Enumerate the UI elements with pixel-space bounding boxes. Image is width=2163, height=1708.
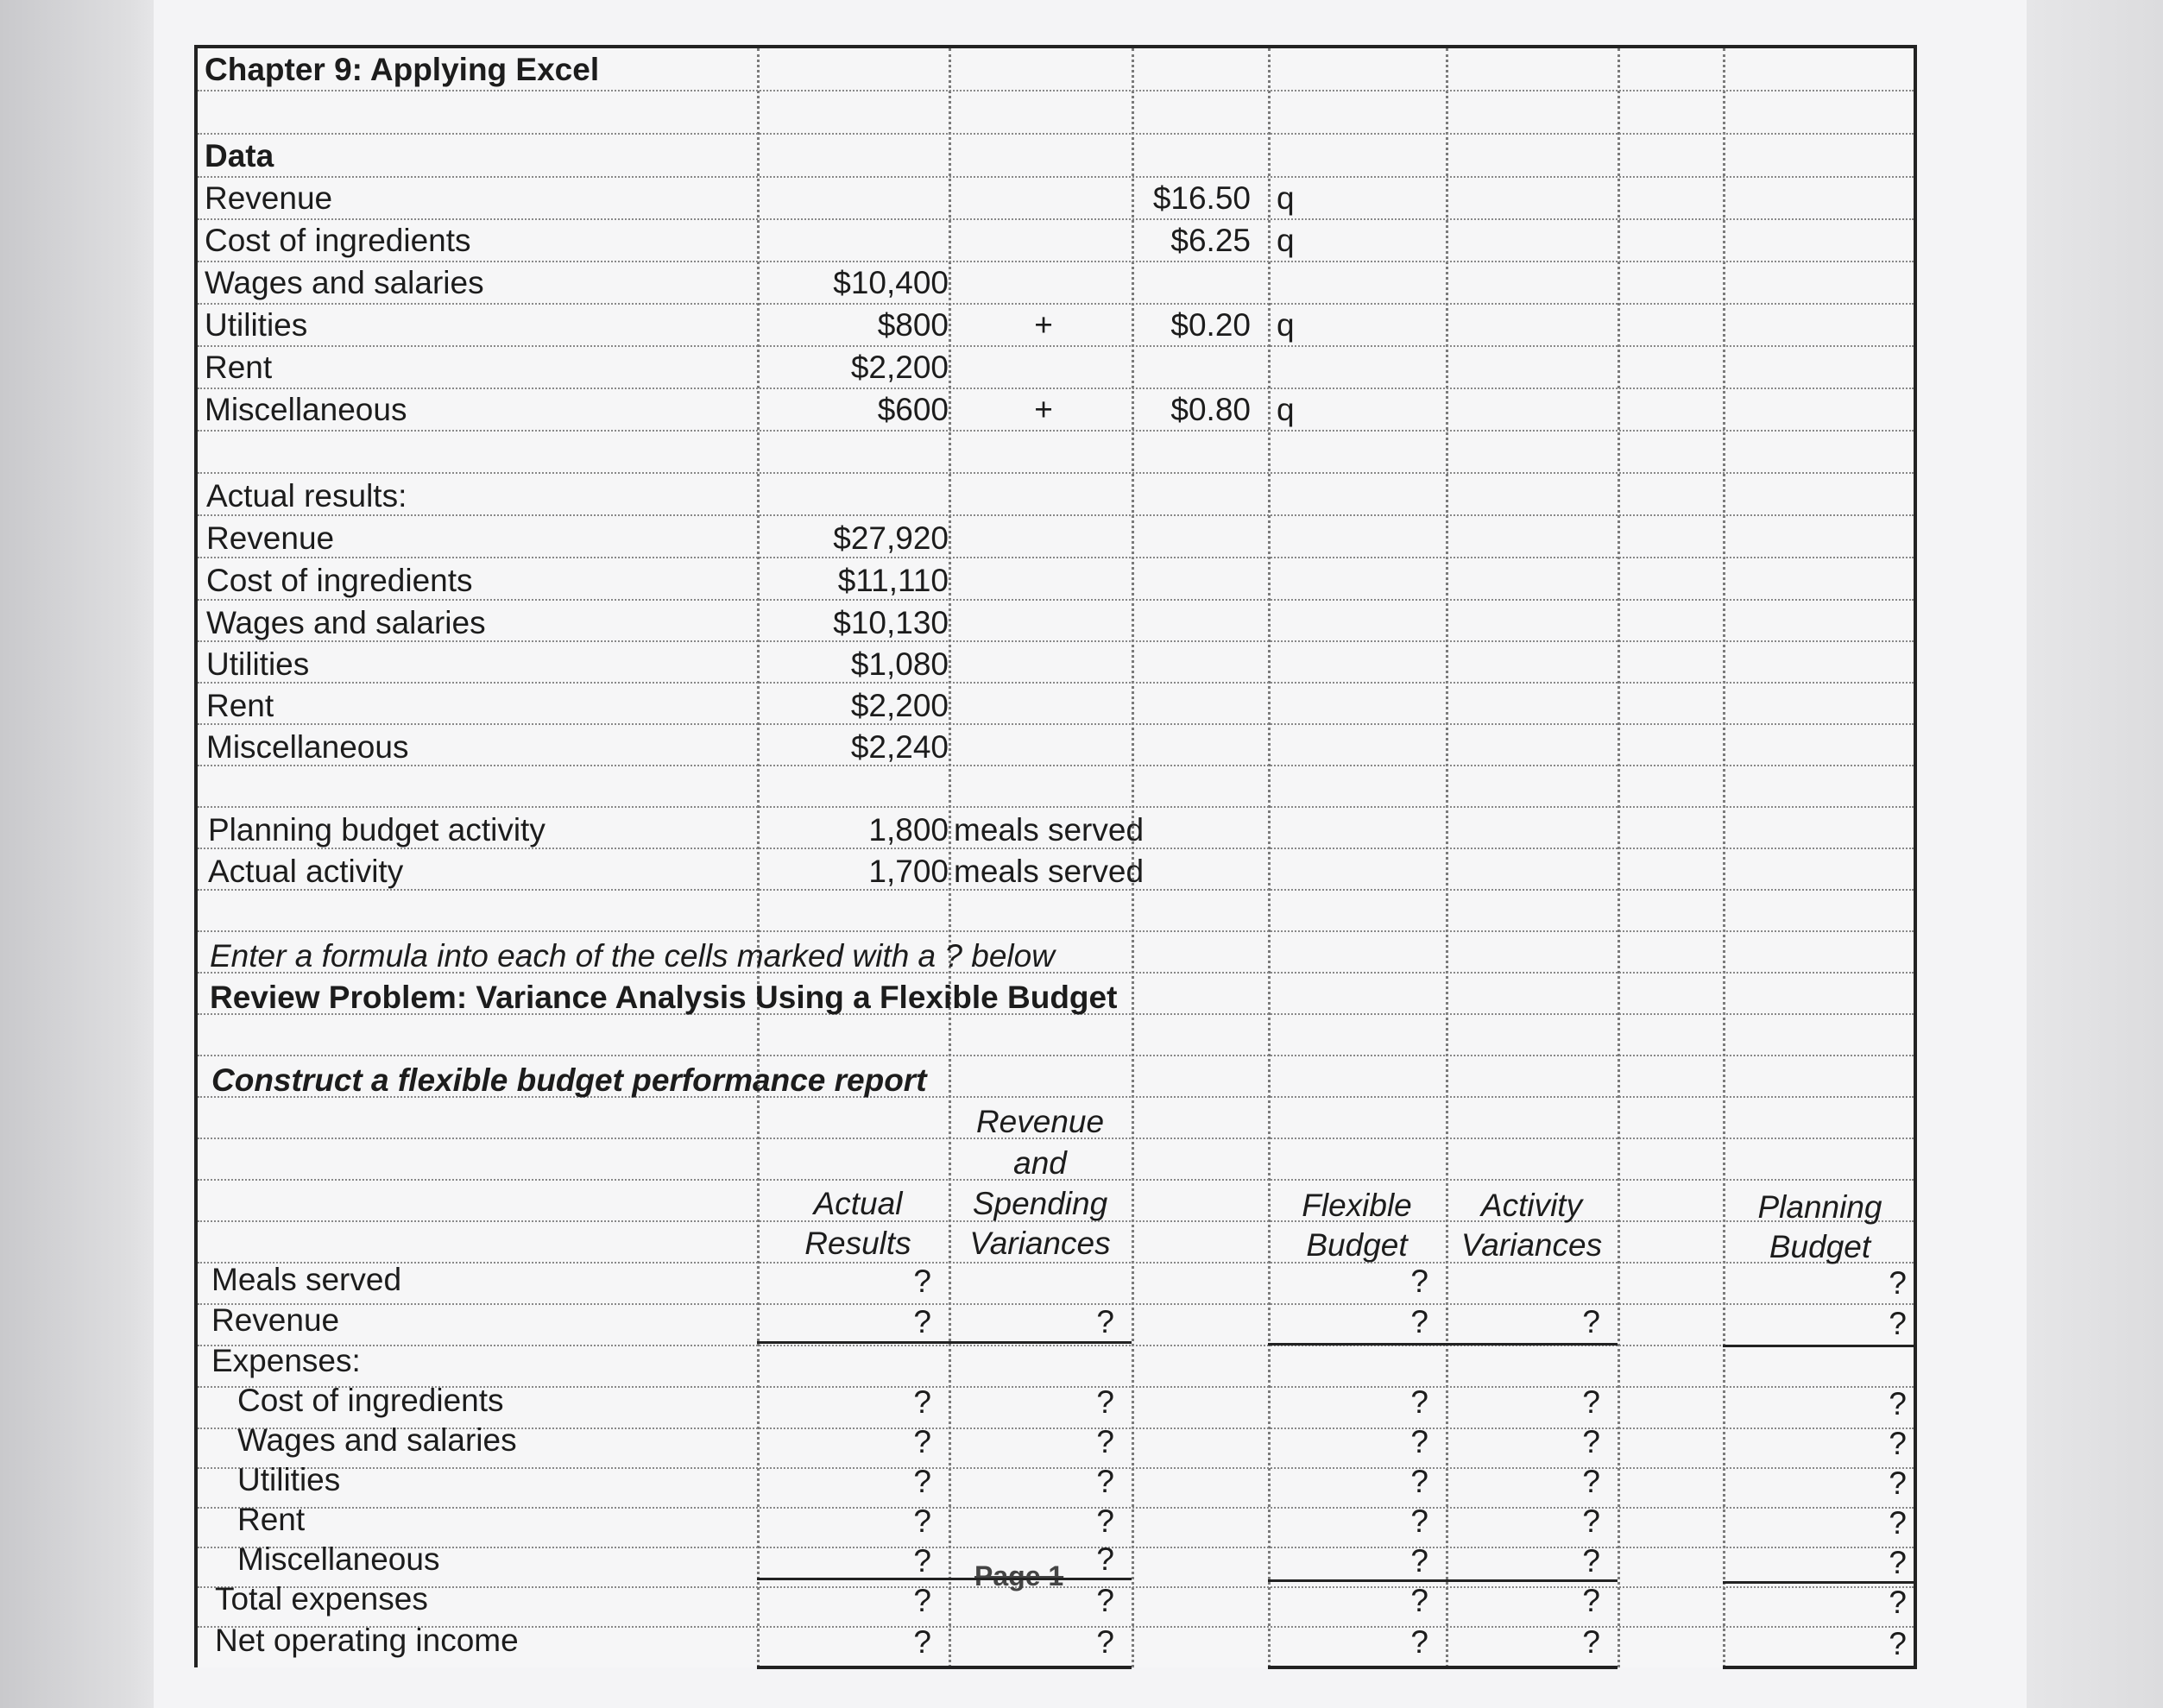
- instruction-text: Enter a formula into each of the cells marked with a ? below: [210, 938, 1055, 974]
- report-cell-plan[interactable]: ?: [1889, 1265, 1907, 1301]
- data-unit: q: [1277, 307, 1295, 343]
- header-actual-1: Actual: [813, 1186, 903, 1221]
- report-row-label: Rent: [237, 1502, 306, 1537]
- report-cell-actual[interactable]: ?: [913, 1624, 931, 1660]
- report-cell-flex[interactable]: ?: [1410, 1304, 1428, 1339]
- data-row-label: Revenue: [205, 180, 333, 216]
- column-divider: [1723, 48, 1725, 1667]
- report-cell-plan[interactable]: ?: [1889, 1465, 1907, 1501]
- report-subtitle: Construct a flexible budget performance report: [211, 1062, 927, 1098]
- header-flex-1: Flexible: [1302, 1188, 1412, 1223]
- data-heading: Data: [205, 138, 274, 173]
- column-divider: [1268, 48, 1271, 1667]
- report-cell-rsv[interactable]: ?: [1096, 1624, 1114, 1660]
- report-cell-rsv[interactable]: ?: [1096, 1583, 1114, 1618]
- actual-activity-unit: meals served: [954, 854, 1145, 889]
- report-cell-flex[interactable]: ?: [1410, 1264, 1428, 1299]
- header-plan-2: Budget: [1769, 1229, 1871, 1264]
- report-row-label: Total expenses: [215, 1581, 428, 1617]
- page-label: Page 1: [974, 1560, 1064, 1591]
- header-rsv-3: Spending: [972, 1186, 1108, 1221]
- report-cell-actual[interactable]: ?: [913, 1583, 931, 1618]
- header-rsv-1: Revenue: [975, 1104, 1105, 1139]
- actual-value: $2,240: [850, 729, 949, 765]
- report-cell-actual[interactable]: ?: [913, 1464, 931, 1499]
- header-rsv-2: and: [1013, 1145, 1067, 1181]
- report-row-label: Net operating income: [215, 1623, 519, 1658]
- report-cell-rsv[interactable]: ?: [1096, 1541, 1114, 1577]
- data-rate: $0.20: [1170, 307, 1251, 343]
- data-fixed: $800: [877, 307, 949, 343]
- header-flex-2: Budget: [1306, 1227, 1408, 1263]
- planning-activity-value: 1,800: [868, 812, 949, 848]
- report-cell-flex[interactable]: ?: [1410, 1384, 1428, 1420]
- header-plan-1: Planning: [1757, 1189, 1882, 1225]
- report-row-label: Utilities: [237, 1462, 341, 1497]
- report-cell-actual[interactable]: ?: [913, 1264, 931, 1299]
- report-row-label: Revenue: [211, 1302, 340, 1338]
- report-cell-actvar[interactable]: ?: [1582, 1624, 1600, 1660]
- actual-row-label: Miscellaneous: [206, 729, 409, 765]
- data-row-label: Rent: [205, 350, 273, 385]
- report-row-label: Wages and salaries: [237, 1422, 517, 1458]
- report-cell-actvar[interactable]: ?: [1582, 1583, 1600, 1618]
- report-cell-actual[interactable]: ?: [913, 1543, 931, 1579]
- review-title: Review Problem: Variance Analysis Using a Flexible Budget: [210, 980, 1118, 1015]
- column-divider: [949, 48, 951, 1667]
- actual-heading: Actual results:: [206, 478, 407, 514]
- report-cell-plan[interactable]: ?: [1889, 1386, 1907, 1421]
- actual-row-label: Revenue: [206, 520, 335, 556]
- actual-value: $1,080: [850, 646, 949, 682]
- report-row-label: Meals served: [211, 1262, 402, 1297]
- planning-activity-unit: meals served: [954, 812, 1145, 848]
- report-cell-rsv[interactable]: ?: [1096, 1384, 1114, 1420]
- sheet-title: Chapter 9: Applying Excel: [205, 52, 600, 87]
- data-fixed: $2,200: [850, 350, 949, 385]
- data-row-label: Utilities: [205, 307, 308, 343]
- data-rate: $0.80: [1170, 392, 1251, 427]
- report-cell-flex[interactable]: ?: [1410, 1424, 1428, 1459]
- actual-row-label: Wages and salaries: [206, 605, 486, 640]
- report-row-label: Miscellaneous: [237, 1541, 440, 1577]
- data-fixed: $600: [877, 392, 949, 427]
- report-cell-rsv[interactable]: ?: [1096, 1424, 1114, 1459]
- report-cell-actvar[interactable]: ?: [1582, 1503, 1600, 1539]
- report-cell-flex[interactable]: ?: [1410, 1464, 1428, 1499]
- actual-value: $2,200: [850, 688, 949, 723]
- column-divider: [1618, 48, 1620, 1667]
- actual-row-label: Cost of ingredients: [206, 563, 473, 598]
- actual-value: $27,920: [833, 520, 949, 556]
- data-op: +: [1034, 392, 1053, 427]
- report-cell-plan[interactable]: ?: [1889, 1585, 1907, 1620]
- data-fixed: $10,400: [833, 265, 949, 300]
- report-cell-flex[interactable]: ?: [1410, 1624, 1428, 1660]
- report-cell-plan[interactable]: ?: [1889, 1505, 1907, 1541]
- header-actvar-2: Variances: [1460, 1227, 1603, 1263]
- report-cell-plan[interactable]: ?: [1889, 1626, 1907, 1661]
- data-unit: q: [1277, 223, 1295, 258]
- actual-row-label: Rent: [206, 688, 274, 723]
- report-cell-actual[interactable]: ?: [913, 1503, 931, 1539]
- report-cell-flex[interactable]: ?: [1410, 1583, 1428, 1618]
- header-actvar-1: Activity: [1480, 1188, 1583, 1223]
- data-rate: $16.50: [1152, 180, 1251, 216]
- report-cell-rsv[interactable]: ?: [1096, 1304, 1114, 1339]
- actual-value: $11,110: [837, 563, 949, 598]
- report-cell-actual[interactable]: ?: [913, 1304, 931, 1339]
- header-actual-2: Results: [804, 1226, 911, 1261]
- data-rate: $6.25: [1170, 223, 1251, 258]
- report-cell-actual[interactable]: ?: [913, 1384, 931, 1420]
- report-cell-actvar[interactable]: ?: [1582, 1464, 1600, 1499]
- report-cell-actvar[interactable]: ?: [1582, 1424, 1600, 1459]
- report-cell-flex[interactable]: ?: [1410, 1543, 1428, 1579]
- report-cell-rsv[interactable]: ?: [1096, 1503, 1114, 1539]
- data-unit: q: [1277, 392, 1295, 427]
- report-cell-actvar[interactable]: ?: [1582, 1543, 1600, 1579]
- actual-activity-label: Actual activity: [208, 854, 404, 889]
- report-cell-actvar[interactable]: ?: [1582, 1384, 1600, 1420]
- data-row-label: Miscellaneous: [205, 392, 407, 427]
- actual-value: $10,130: [833, 605, 949, 640]
- data-row-label: Cost of ingredients: [205, 223, 471, 258]
- report-cell-rsv[interactable]: ?: [1096, 1464, 1114, 1499]
- report-cell-plan[interactable]: ?: [1889, 1426, 1907, 1461]
- column-divider: [1446, 48, 1448, 1667]
- data-op: +: [1034, 307, 1053, 343]
- report-cell-flex[interactable]: ?: [1410, 1503, 1428, 1539]
- spreadsheet-grid: [194, 45, 1917, 1667]
- report-cell-actual[interactable]: ?: [913, 1424, 931, 1459]
- report-row-label: Expenses:: [211, 1343, 361, 1378]
- data-row-label: Wages and salaries: [205, 265, 484, 300]
- report-row-label: Cost of ingredients: [237, 1383, 504, 1418]
- actual-activity-value: 1,700: [868, 854, 949, 889]
- data-unit: q: [1277, 180, 1295, 216]
- report-cell-plan[interactable]: ?: [1889, 1306, 1907, 1341]
- report-cell-actvar[interactable]: ?: [1582, 1304, 1600, 1339]
- report-cell-plan[interactable]: ?: [1889, 1545, 1907, 1580]
- actual-row-label: Utilities: [206, 646, 310, 682]
- planning-activity-label: Planning budget activity: [208, 812, 545, 848]
- header-rsv-4: Variances: [969, 1226, 1111, 1261]
